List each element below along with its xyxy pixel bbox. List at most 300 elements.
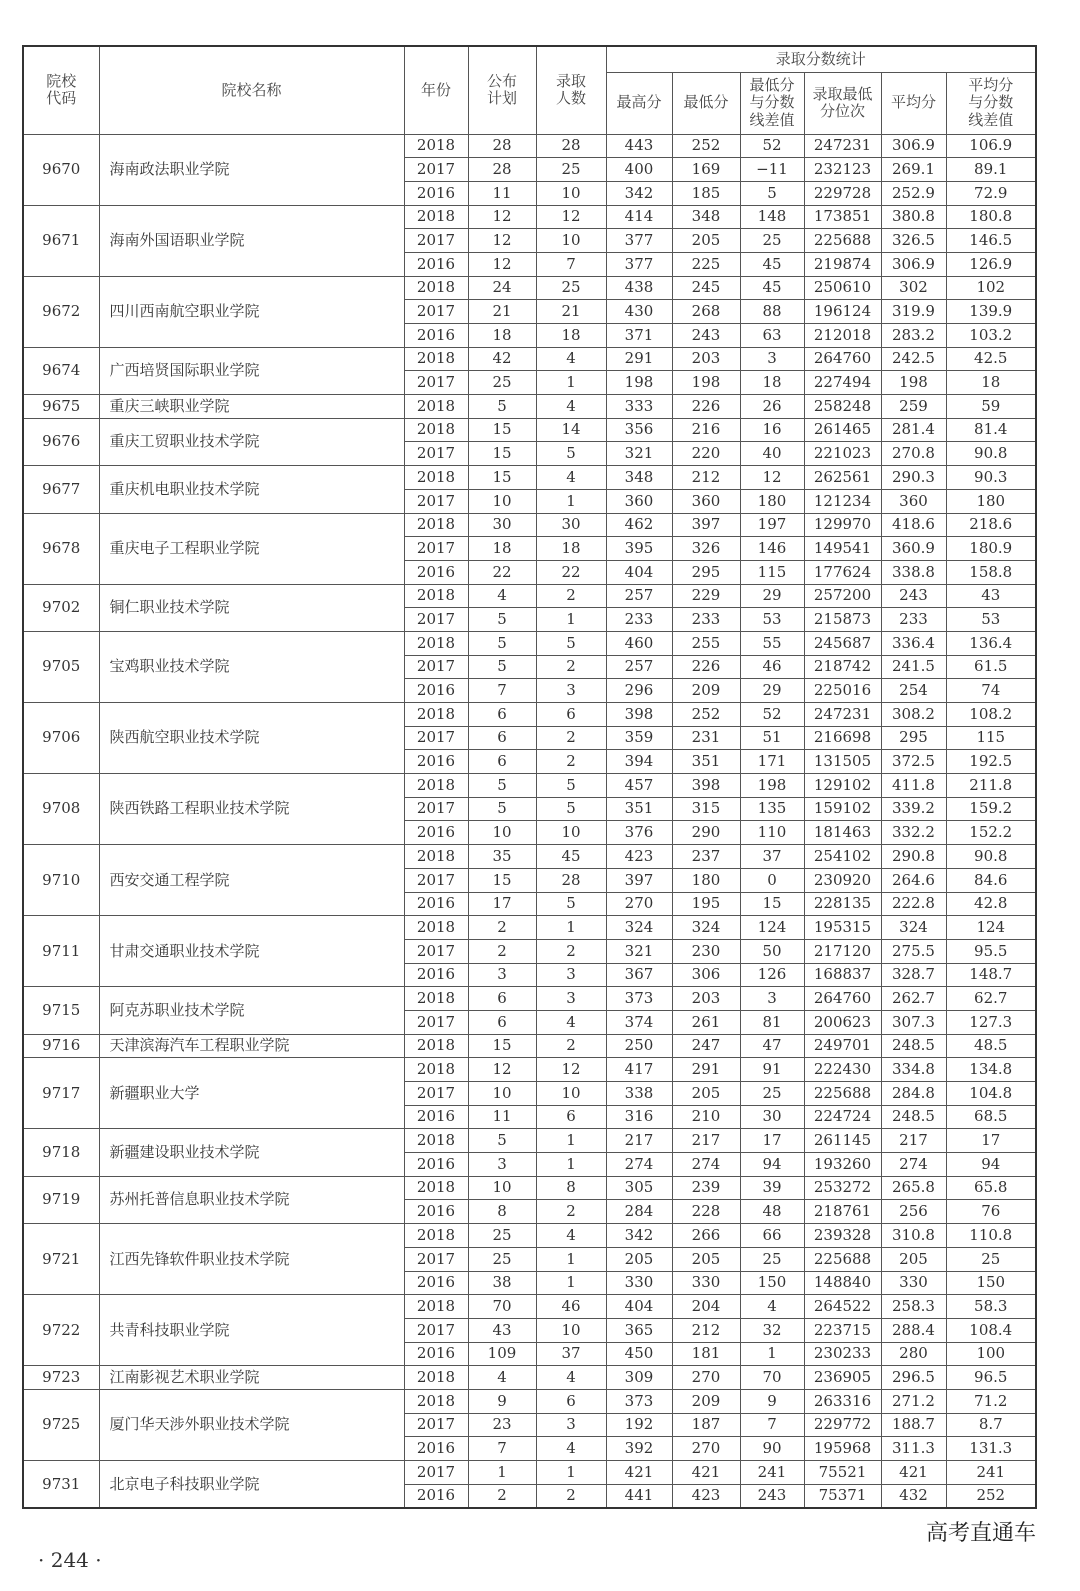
school-code: 9716 [23,1034,99,1058]
cell-avg: 233 [881,608,946,632]
cell-avg-diff: 72.9 [946,181,1036,205]
cell-year: 2018 [404,205,468,229]
cell-plan: 5 [468,774,536,798]
cell-year: 2017 [404,1461,468,1485]
cell-min: 212 [672,466,740,490]
cell-max: 338 [606,1082,672,1106]
cell-plan: 3 [468,963,536,987]
cell-plan: 15 [468,466,536,490]
table-row [23,703,1036,727]
cell-year: 2016 [404,963,468,987]
cell-admitted: 2 [536,1484,606,1508]
cell-avg: 310.8 [881,1224,946,1248]
school-code: 9723 [23,1366,99,1390]
cell-admitted: 2 [536,750,606,774]
cell-admitted: 14 [536,418,606,442]
cell-min-diff: 18 [740,371,804,395]
cell-min-rank: 129970 [804,513,881,537]
cell-max: 257 [606,584,672,608]
cell-min-rank: 221023 [804,442,881,466]
school-code: 9719 [23,1176,99,1223]
cell-plan: 6 [468,987,536,1011]
cell-min: 326 [672,537,740,561]
cell-min-diff: 25 [740,1247,804,1271]
cell-plan: 10 [468,821,536,845]
cell-avg-diff: 148.7 [946,963,1036,987]
table-body [23,134,1036,1508]
cell-min-diff: 81 [740,1010,804,1034]
cell-max: 457 [606,774,672,798]
cell-min: 205 [672,229,740,253]
cell-admitted: 18 [536,324,606,348]
cell-min-diff: 46 [740,655,804,679]
cell-avg: 242.5 [881,347,946,371]
school-code: 9708 [23,774,99,845]
cell-plan: 28 [468,134,536,158]
cell-max: 398 [606,703,672,727]
cell-min-rank: 225016 [804,679,881,703]
cell-min-rank: 195968 [804,1437,881,1461]
cell-min: 421 [672,1461,740,1485]
cell-year: 2016 [404,750,468,774]
header-name: 院校名称 [99,46,404,134]
header-avg: 平均分 [881,72,946,134]
cell-plan: 25 [468,1224,536,1248]
cell-avg: 217 [881,1129,946,1153]
cell-year: 2016 [404,1271,468,1295]
cell-avg: 205 [881,1247,946,1271]
cell-plan: 18 [468,537,536,561]
cell-avg-diff: 68.5 [946,1105,1036,1129]
cell-min-rank: 131505 [804,750,881,774]
cell-min: 185 [672,181,740,205]
cell-admitted: 1 [536,371,606,395]
school-name: 海南外国语职业学院 [99,205,404,276]
table-row [23,395,1036,419]
cell-plan: 5 [468,797,536,821]
cell-min-diff: 50 [740,939,804,963]
cell-min-diff: 51 [740,726,804,750]
cell-max: 450 [606,1342,672,1366]
cell-admitted: 45 [536,845,606,869]
cell-plan: 7 [468,1437,536,1461]
admission-score-table [22,45,1037,1509]
cell-min-diff: 47 [740,1034,804,1058]
table-row [23,1034,1036,1058]
cell-admitted: 28 [536,868,606,892]
cell-year: 2018 [404,845,468,869]
table-row [23,774,1036,798]
cell-max: 198 [606,371,672,395]
cell-year: 2017 [404,1318,468,1342]
cell-avg-diff: 110.8 [946,1224,1036,1248]
cell-min-rank: 121234 [804,489,881,513]
cell-max: 397 [606,868,672,892]
cell-avg: 306.9 [881,252,946,276]
cell-plan: 15 [468,442,536,466]
school-code: 9672 [23,276,99,347]
school-name: 天津滨海汽车工程职业学院 [99,1034,404,1058]
cell-plan: 6 [468,750,536,774]
cell-avg-diff: 241 [946,1461,1036,1485]
cell-min-rank: 148840 [804,1271,881,1295]
cell-min: 291 [672,1058,740,1082]
cell-min-rank: 75371 [804,1484,881,1508]
cell-avg: 334.8 [881,1058,946,1082]
cell-avg-diff: 8.7 [946,1413,1036,1437]
cell-avg: 380.8 [881,205,946,229]
cell-plan: 11 [468,181,536,205]
cell-admitted: 3 [536,987,606,1011]
watermark: 高考直通车 [925,1521,1036,1546]
table-row [23,916,1036,940]
cell-min: 226 [672,655,740,679]
cell-min-rank: 196124 [804,300,881,324]
cell-admitted: 1 [536,1153,606,1177]
header-max: 最高分 [606,72,672,134]
table-row [23,466,1036,490]
cell-avg-diff: 152.2 [946,821,1036,845]
cell-admitted: 8 [536,1176,606,1200]
cell-avg-diff: 103.2 [946,324,1036,348]
cell-admitted: 7 [536,252,606,276]
cell-min-diff: 124 [740,916,804,940]
cell-avg-diff: 211.8 [946,774,1036,798]
cell-year: 2018 [404,1224,468,1248]
cell-min: 220 [672,442,740,466]
cell-avg-diff: 252 [946,1484,1036,1508]
cell-avg: 295 [881,726,946,750]
cell-min: 205 [672,1082,740,1106]
cell-max: 233 [606,608,672,632]
cell-max: 360 [606,489,672,513]
cell-avg: 338.8 [881,560,946,584]
cell-min-diff: 148 [740,205,804,229]
cell-min-diff: 30 [740,1105,804,1129]
cell-avg: 283.2 [881,324,946,348]
cell-avg: 311.3 [881,1437,946,1461]
cell-min-rank: 224724 [804,1105,881,1129]
cell-min-diff: 25 [740,1082,804,1106]
cell-avg-diff: 136.4 [946,631,1036,655]
cell-min: 187 [672,1413,740,1437]
cell-plan: 6 [468,703,536,727]
school-code: 9721 [23,1224,99,1295]
cell-max: 443 [606,134,672,158]
cell-avg-diff: 53 [946,608,1036,632]
cell-max: 284 [606,1200,672,1224]
cell-max: 330 [606,1271,672,1295]
cell-max: 217 [606,1129,672,1153]
cell-min-diff: 55 [740,631,804,655]
cell-admitted: 1 [536,916,606,940]
cell-max: 274 [606,1153,672,1177]
cell-max: 291 [606,347,672,371]
school-code: 9670 [23,134,99,205]
cell-admitted: 3 [536,1413,606,1437]
cell-plan: 25 [468,1247,536,1271]
cell-plan: 30 [468,513,536,537]
cell-min-rank: 200623 [804,1010,881,1034]
cell-plan: 22 [468,560,536,584]
cell-min-diff: 53 [740,608,804,632]
cell-min-diff: 91 [740,1058,804,1082]
cell-admitted: 4 [536,1366,606,1390]
cell-avg-diff: 127.3 [946,1010,1036,1034]
school-code: 9676 [23,418,99,465]
cell-admitted: 2 [536,1034,606,1058]
cell-plan: 4 [468,584,536,608]
table-row [23,276,1036,300]
cell-plan: 17 [468,892,536,916]
cell-min: 274 [672,1153,740,1177]
cell-year: 2017 [404,371,468,395]
cell-avg-diff: 90.3 [946,466,1036,490]
cell-plan: 15 [468,868,536,892]
cell-max: 324 [606,916,672,940]
cell-year: 2018 [404,1389,468,1413]
table-row [23,1058,1036,1082]
cell-avg: 264.6 [881,868,946,892]
school-code: 9717 [23,1058,99,1129]
cell-year: 2018 [404,703,468,727]
cell-min: 398 [672,774,740,798]
cell-plan: 3 [468,1153,536,1177]
cell-max: 441 [606,1484,672,1508]
cell-avg: 275.5 [881,939,946,963]
cell-min: 226 [672,395,740,419]
cell-plan: 7 [468,679,536,703]
cell-admitted: 1 [536,608,606,632]
cell-min-rank: 173851 [804,205,881,229]
cell-min: 217 [672,1129,740,1153]
cell-avg-diff: 180.8 [946,205,1036,229]
school-name: 海南政法职业学院 [99,134,404,205]
school-code: 9678 [23,513,99,584]
cell-avg-diff: 62.7 [946,987,1036,1011]
table-row [23,205,1036,229]
school-name: 共青科技职业学院 [99,1295,404,1366]
cell-min-diff: 1 [740,1342,804,1366]
cell-avg-diff: 159.2 [946,797,1036,821]
school-name: 重庆机电职业技术学院 [99,466,404,513]
cell-min-diff: 9 [740,1389,804,1413]
cell-min: 233 [672,608,740,632]
cell-min-rank: 225688 [804,229,881,253]
cell-plan: 70 [468,1295,536,1319]
cell-min: 169 [672,158,740,182]
cell-min: 203 [672,347,740,371]
cell-admitted: 5 [536,892,606,916]
school-name: 厦门华天涉外职业技术学院 [99,1389,404,1460]
cell-avg-diff: 96.5 [946,1366,1036,1390]
cell-min-rank: 177624 [804,560,881,584]
cell-plan: 10 [468,489,536,513]
cell-year: 2016 [404,821,468,845]
cell-year: 2017 [404,1082,468,1106]
cell-min-diff: 37 [740,845,804,869]
cell-admitted: 4 [536,466,606,490]
cell-avg-diff: 18 [946,371,1036,395]
cell-max: 316 [606,1105,672,1129]
cell-admitted: 5 [536,631,606,655]
cell-avg-diff: 65.8 [946,1176,1036,1200]
table-row [23,1176,1036,1200]
cell-min-rank: 228135 [804,892,881,916]
cell-min-diff: 48 [740,1200,804,1224]
cell-plan: 5 [468,1129,536,1153]
cell-max: 342 [606,1224,672,1248]
cell-admitted: 1 [536,1129,606,1153]
cell-plan: 6 [468,726,536,750]
cell-min: 252 [672,134,740,158]
table-row [23,584,1036,608]
cell-min: 270 [672,1366,740,1390]
cell-admitted: 10 [536,229,606,253]
header-min: 最低分 [672,72,740,134]
cell-plan: 109 [468,1342,536,1366]
cell-min: 209 [672,679,740,703]
cell-avg-diff: 108.4 [946,1318,1036,1342]
cell-avg-diff: 81.4 [946,418,1036,442]
cell-max: 400 [606,158,672,182]
cell-avg: 265.8 [881,1176,946,1200]
cell-plan: 2 [468,1484,536,1508]
cell-max: 305 [606,1176,672,1200]
table-row [23,987,1036,1011]
cell-min-diff: 135 [740,797,804,821]
cell-min: 261 [672,1010,740,1034]
cell-min-diff: 29 [740,584,804,608]
school-code: 9710 [23,845,99,916]
table-row [23,1224,1036,1248]
cell-max: 309 [606,1366,672,1390]
cell-min: 204 [672,1295,740,1319]
cell-admitted: 37 [536,1342,606,1366]
school-code: 9671 [23,205,99,276]
cell-year: 2017 [404,489,468,513]
cell-admitted: 4 [536,395,606,419]
cell-admitted: 12 [536,1058,606,1082]
cell-min-diff: 241 [740,1461,804,1485]
cell-max: 404 [606,1295,672,1319]
table-row [23,418,1036,442]
header-score-stats: 录取分数统计 [606,46,1036,72]
cell-avg: 411.8 [881,774,946,798]
cell-min-rank: 149541 [804,537,881,561]
school-code: 9677 [23,466,99,513]
cell-min: 198 [672,371,740,395]
cell-plan: 2 [468,939,536,963]
cell-avg-diff: 43 [946,584,1036,608]
cell-avg-diff: 100 [946,1342,1036,1366]
cell-year: 2016 [404,181,468,205]
cell-min-diff: 52 [740,703,804,727]
cell-avg-diff: 17 [946,1129,1036,1153]
cell-max: 205 [606,1247,672,1271]
cell-admitted: 3 [536,679,606,703]
cell-avg: 288.4 [881,1318,946,1342]
cell-admitted: 10 [536,821,606,845]
cell-max: 192 [606,1413,672,1437]
cell-max: 460 [606,631,672,655]
cell-min-rank: 129102 [804,774,881,798]
cell-admitted: 25 [536,276,606,300]
cell-admitted: 30 [536,513,606,537]
cell-min-diff: 146 [740,537,804,561]
cell-min-diff: 66 [740,1224,804,1248]
cell-avg-diff: 139.9 [946,300,1036,324]
cell-avg: 241.5 [881,655,946,679]
cell-avg: 307.3 [881,1010,946,1034]
cell-year: 2018 [404,774,468,798]
cell-plan: 25 [468,371,536,395]
cell-min: 203 [672,987,740,1011]
cell-max: 414 [606,205,672,229]
cell-min-rank: 245687 [804,631,881,655]
cell-admitted: 28 [536,134,606,158]
cell-min-rank: 212018 [804,324,881,348]
cell-min-diff: 126 [740,963,804,987]
cell-min-diff: 12 [740,466,804,490]
header-year: 年份 [404,46,468,134]
cell-avg: 308.2 [881,703,946,727]
cell-year: 2017 [404,229,468,253]
cell-plan: 5 [468,655,536,679]
cell-min: 247 [672,1034,740,1058]
cell-min: 228 [672,1200,740,1224]
cell-max: 374 [606,1010,672,1034]
cell-year: 2018 [404,134,468,158]
cell-min-diff: 180 [740,489,804,513]
cell-plan: 18 [468,324,536,348]
cell-min-rank: 261465 [804,418,881,442]
cell-max: 296 [606,679,672,703]
cell-plan: 5 [468,395,536,419]
cell-plan: 35 [468,845,536,869]
cell-plan: 28 [468,158,536,182]
cell-min: 315 [672,797,740,821]
school-name: 江南影视艺术职业学院 [99,1366,404,1390]
cell-avg-diff: 150 [946,1271,1036,1295]
cell-min: 351 [672,750,740,774]
cell-avg: 328.7 [881,963,946,987]
cell-min-rank: 223715 [804,1318,881,1342]
school-name: 陕西航空职业技术学院 [99,703,404,774]
cell-admitted: 25 [536,158,606,182]
cell-max: 373 [606,1389,672,1413]
cell-min-diff: 17 [740,1129,804,1153]
school-name: 重庆三峡职业学院 [99,395,404,419]
cell-min: 348 [672,205,740,229]
cell-avg: 259 [881,395,946,419]
cell-avg-diff: 90.8 [946,442,1036,466]
cell-min: 229 [672,584,740,608]
school-name: 新疆职业大学 [99,1058,404,1129]
cell-min-rank: 75521 [804,1461,881,1485]
school-name: 江西先锋软件职业技术学院 [99,1224,404,1295]
school-name: 重庆工贸职业技术学院 [99,418,404,465]
cell-min-diff: −11 [740,158,804,182]
cell-min-diff: 16 [740,418,804,442]
cell-min: 180 [672,868,740,892]
cell-min: 231 [672,726,740,750]
school-code: 9706 [23,703,99,774]
cell-avg: 326.5 [881,229,946,253]
cell-min-rank: 168837 [804,963,881,987]
cell-avg: 284.8 [881,1082,946,1106]
cell-avg-diff: 180.9 [946,537,1036,561]
